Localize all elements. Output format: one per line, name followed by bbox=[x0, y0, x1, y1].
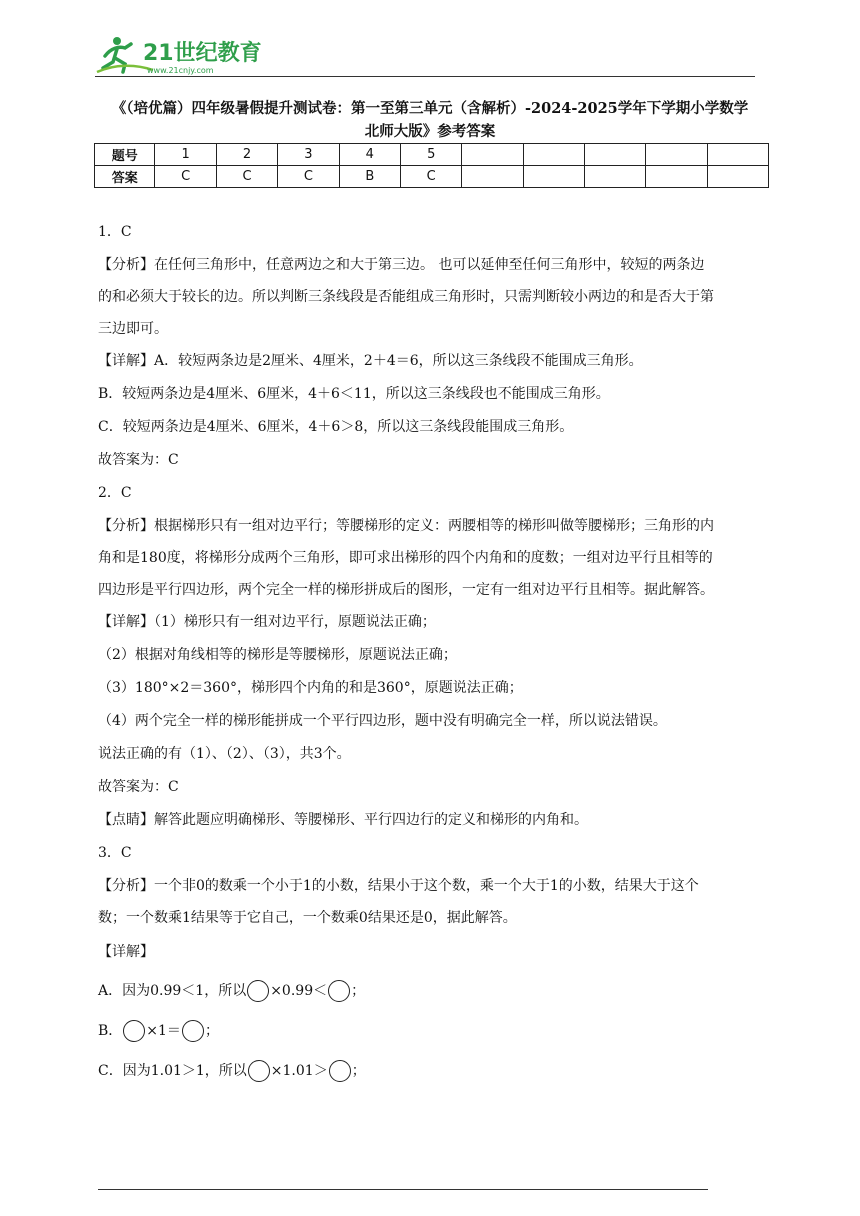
q3-detail-b bbox=[98, 1013, 770, 1049]
answer-cell: C bbox=[155, 166, 216, 188]
q2-detail-2: （2）根据对角线相等的梯形是等腰梯形，原题说法正确； bbox=[98, 647, 457, 663]
q3-detail-a bbox=[98, 973, 770, 1009]
number-cell bbox=[462, 144, 523, 166]
circle-blank-icon bbox=[328, 980, 350, 1002]
answer-cell bbox=[585, 166, 646, 188]
q2-detail-1: 【详解】（1）梯形只有一组对边平行，原题说法正确； bbox=[98, 614, 436, 630]
header-divider bbox=[95, 76, 755, 77]
circle-blank-icon bbox=[329, 1060, 351, 1082]
circle-blank-icon bbox=[247, 980, 269, 1002]
page-header bbox=[95, 34, 755, 78]
answer-cell: B bbox=[339, 166, 400, 188]
document-title bbox=[90, 97, 770, 143]
q2-analysis-line: 【分析】根据梯形只有一组对边平行；等腰梯形的定义：两腰相等的梯形叫做等腰梯形；三角形的内 bbox=[98, 518, 714, 534]
number-cell: 2 bbox=[216, 144, 277, 166]
q2-analysis-line: 四边形是平行四边形，两个完全一样的梯形拼成后的图形，一定有一组对边平行且相等。据此解答。 bbox=[98, 582, 714, 598]
circle-blank-icon bbox=[123, 1020, 145, 1042]
q2-detail-4: （4）两个完全一样的梯形能拼成一个平行四边形，题中没有明确完全一样，所以说法错误。 bbox=[98, 713, 667, 729]
number-cell: 4 bbox=[339, 144, 400, 166]
number-cell: 5 bbox=[401, 144, 462, 166]
q3-b-text: ×1＝ bbox=[146, 1023, 181, 1039]
number-cell: 3 bbox=[278, 144, 339, 166]
number-cell bbox=[523, 144, 584, 166]
svg-text:www.21cnjy.com: www.21cnjy.com bbox=[147, 66, 214, 75]
number-cell bbox=[707, 144, 768, 166]
q3-b-text: B． bbox=[98, 1023, 123, 1039]
question-number-row bbox=[95, 144, 769, 166]
q1-heading: 1．C bbox=[98, 224, 132, 240]
q1-analysis-line: 的和必须大于较长的边。所以判断三条线段是否能组成三角形时，只需判断较小两边的和是否大于第 bbox=[98, 289, 714, 305]
q1-analysis-line: 【分析】在任何三角形中，任意两边之和大于第三边。 也可以延伸至任何三角形中，较短的两条边 bbox=[98, 257, 705, 273]
q1-detail-a: 【详解】A．较短两条边是2厘米、4厘米，2＋4＝6，所以这三条线段不能围成三角形。 bbox=[98, 353, 643, 369]
answer-table bbox=[94, 143, 769, 188]
row-label-number: 题号 bbox=[95, 144, 155, 166]
circle-blank-icon bbox=[182, 1020, 204, 1042]
q3-analysis-line: 数；一个数乘1结果等于它自己，一个数乘0结果还是0，据此解答。 bbox=[98, 910, 517, 926]
q1-conclusion: 故答案为：C bbox=[98, 452, 179, 468]
number-cell bbox=[646, 144, 707, 166]
answer-cell bbox=[462, 166, 523, 188]
number-cell bbox=[585, 144, 646, 166]
q2-comment: 【点睛】解答此题应明确梯形、等腰梯形、平行四边行的定义和梯形的内角和。 bbox=[98, 812, 588, 828]
answer-cell: C bbox=[216, 166, 277, 188]
21cnjy-logo bbox=[95, 34, 265, 76]
solutions-body bbox=[98, 216, 770, 1089]
answer-cell: C bbox=[401, 166, 462, 188]
svg-text:21世纪教育: 21世纪教育 bbox=[143, 41, 262, 66]
q2-summary: 说法正确的有（1）、（2）、（3），共3个。 bbox=[98, 746, 351, 762]
answer-cell bbox=[707, 166, 768, 188]
q1-detail-c: C．较短两条边是4厘米、6厘米，4＋6＞8，所以这三条线段能围成三角形。 bbox=[98, 419, 574, 435]
footer-divider bbox=[98, 1189, 708, 1190]
title-line-2: 北师大版》参考答案 bbox=[364, 123, 496, 140]
q2-detail-3: （3）180°×2＝360°，梯形四个内角的和是360°，原题说法正确； bbox=[98, 680, 523, 696]
q3-c-text: C．因为1.01＞1，所以 bbox=[98, 1063, 247, 1079]
q3-detail-c bbox=[98, 1053, 770, 1089]
q1-analysis-line: 三边即可。 bbox=[98, 321, 168, 337]
title-line-1: 《（培优篇）四年级暑假提升测试卷：第一至第三单元（含解析）-2024-2025学年下学期小学数学 bbox=[111, 100, 749, 117]
answer-cell: C bbox=[278, 166, 339, 188]
answer-row bbox=[95, 166, 769, 188]
q3-detail-heading: 【详解】 bbox=[98, 944, 154, 960]
q2-conclusion: 故答案为：C bbox=[98, 779, 179, 795]
row-label-answer: 答案 bbox=[95, 166, 155, 188]
q3-a-text: ； bbox=[351, 983, 366, 999]
circle-blank-icon bbox=[248, 1060, 270, 1082]
q2-heading: 2．C bbox=[98, 485, 132, 501]
answer-cell bbox=[523, 166, 584, 188]
q3-a-text: ×0.99＜ bbox=[270, 983, 328, 999]
q3-b-text: ； bbox=[204, 1023, 219, 1039]
number-cell: 1 bbox=[155, 144, 216, 166]
q3-heading: 3．C bbox=[98, 845, 132, 861]
q3-c-text: ×1.01＞ bbox=[270, 1063, 328, 1079]
q3-analysis-line: 【分析】一个非0的数乘一个小于1的小数，结果小于这个数，乘一个大于1的小数，结果大于这个 bbox=[98, 878, 699, 894]
answer-cell bbox=[646, 166, 707, 188]
q3-c-text: ； bbox=[351, 1063, 366, 1079]
q1-detail-b: B．较短两条边是4厘米、6厘米，4＋6＜11，所以这三条线段也不能围成三角形。 bbox=[98, 386, 610, 402]
q3-a-text: A．因为0.99＜1，所以 bbox=[98, 983, 247, 999]
q2-analysis-line: 角和是180度，将梯形分成两个三角形，即可求出梯形的四个内角和的度数；一组对边平行且相等的 bbox=[98, 550, 713, 566]
